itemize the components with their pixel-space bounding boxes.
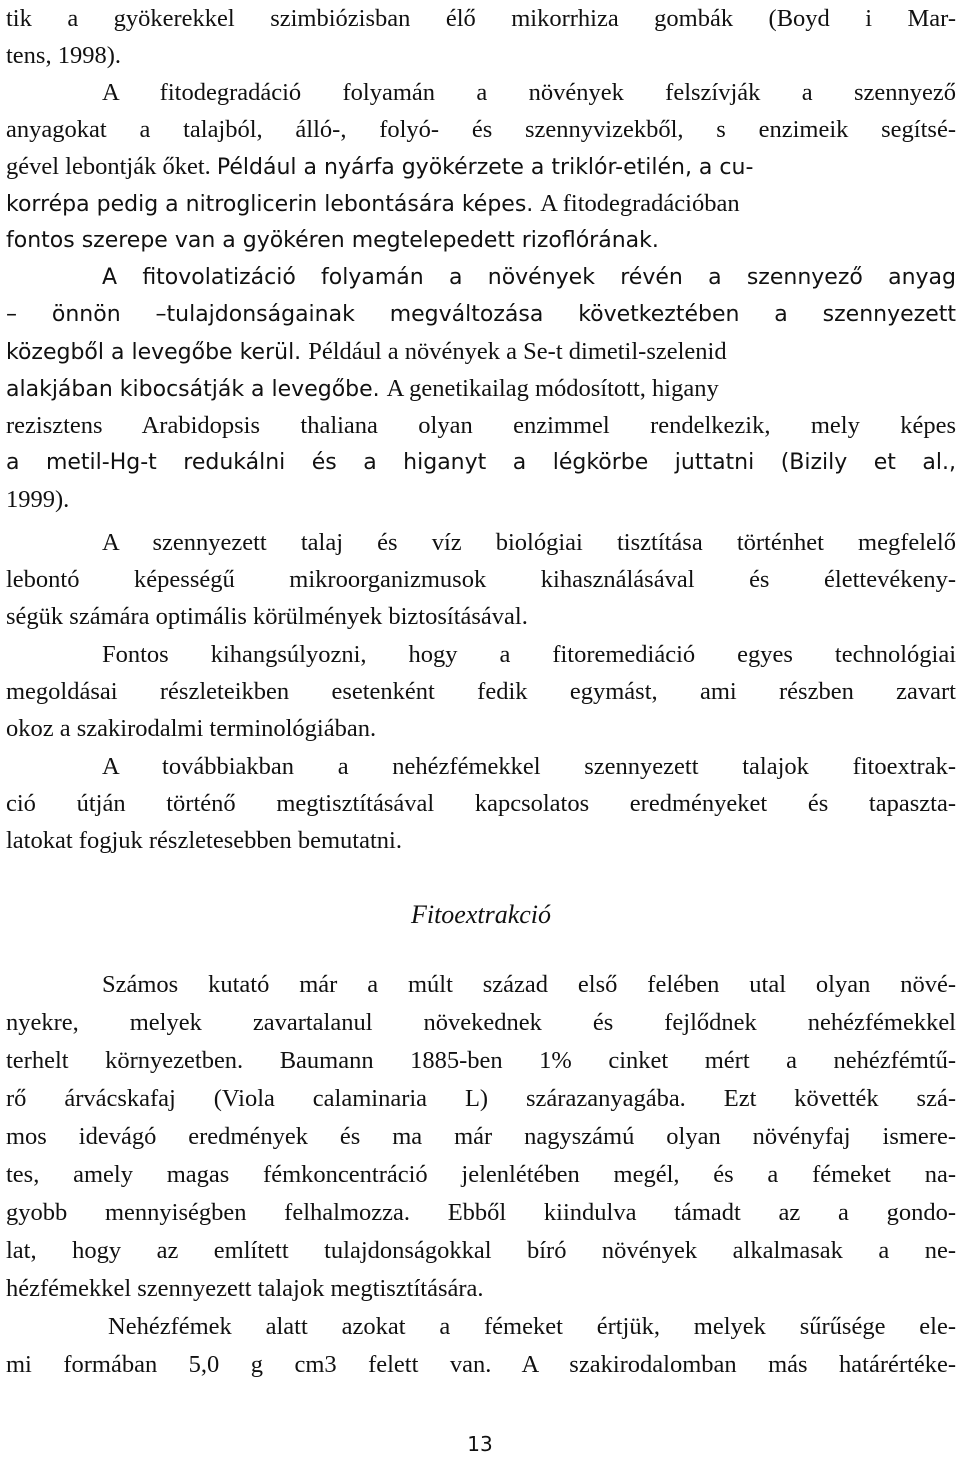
- body-text-line: – önnön –tulajdonságainak megváltozása következtében a szennyezett: [6, 302, 956, 327]
- body-text-line: terhelt környezetben. Baumann 1885-ben 1% cinket mért a nehézfémtű-: [6, 1047, 956, 1074]
- paragraph-first-line: Fontos kihangsúlyozni, hogy a fitoremediáció egyes technológiai: [102, 641, 956, 668]
- body-text-line: [6, 148, 956, 185]
- paragraph-first-line: A fitovolatizáció folyamán a növények révén a szennyező anyag: [102, 265, 956, 290]
- body-text-line: anyagokat a talajból, álló-, folyó- és szennyvizekből, s enzimeik segítsé-: [6, 116, 956, 143]
- body-text-line: lebontó képességű mikroorganizmusok kihasználásával és élettevékeny-: [6, 566, 956, 593]
- body-text-segment: alakjában kibocsátják a levegőbe.: [6, 377, 380, 402]
- body-text-line: lat, hogy az említett tulajdonságokkal bíró növények alkalmasak a ne-: [6, 1237, 956, 1264]
- body-text-line: tik a gyökerekkel szimbiózisban élő mikorrhiza gombák (Boyd i Mar-: [6, 5, 956, 32]
- body-text-line: nyekre, melyek zavartalanul növekednek és fejlődnek nehézfémekkel: [6, 1009, 956, 1036]
- body-text-line: tes, amely magas fémkoncentráció jelenlétében megél, és a fémeket na-: [6, 1161, 956, 1188]
- paragraph-first-line: Számos kutató már a múlt század első felében utal olyan növé-: [102, 971, 956, 998]
- body-text-line: tens, 1998).: [6, 42, 121, 69]
- body-text-line: okoz a szakirodalmi terminológiában.: [6, 715, 377, 742]
- paragraph-first-line: A fitodegradáció folyamán a növények felszívják a szennyező: [102, 79, 956, 106]
- body-text-segment: közegből a levegőbe kerül.: [6, 340, 302, 365]
- body-text-line: mi formában 5,0 g cm3 felett van. A szakirodalomban más határértéke-: [6, 1351, 956, 1378]
- body-text-line: rezisztens Arabidopsis thaliana olyan enzimmel rendelkezik, mely képes: [6, 412, 956, 439]
- section-heading: Fitoextrakció: [410, 900, 552, 929]
- body-text-line: hézfémekkel szennyezett talajok megtisztítására.: [6, 1275, 484, 1302]
- paragraph-first-line: A szennyezett talaj és víz biológiai tisztítása történhet megfelelő: [102, 529, 956, 556]
- page-number: 13: [467, 1432, 493, 1456]
- body-text-segment: gével lebontják őket.: [6, 153, 211, 180]
- body-text-segment: Például a nyárfa gyökérzete a triklór-etilén, a cu-: [216, 155, 754, 180]
- body-text-segment: Például a növények a Se-t dimetil-szelenid: [308, 338, 727, 365]
- paragraph-first-line: Nehézfémek alatt azokat a fémeket értjük, melyek sűrűsége ele-: [108, 1313, 956, 1340]
- paragraph-first-line: A továbbiakban a nehézfémekkel szennyezett talajok fitoextrak-: [102, 753, 956, 780]
- body-text-line: [6, 370, 956, 407]
- body-text-line: ció útján történő megtisztításával kapcsolatos eredményeket és tapaszta-: [6, 790, 956, 817]
- body-text-segment: A genetikailag módosított, higany: [386, 375, 719, 402]
- body-text-line: megoldásai részleteikben esetenként fedik egymást, ami részben zavart: [6, 678, 956, 705]
- body-text-line: a metil-Hg-t redukálni és a higanyt a légkörbe juttatni (Bizily et al.,: [6, 450, 956, 475]
- body-text-line: [6, 333, 956, 370]
- body-text-line: ségük számára optimális körülmények biztosításával.: [6, 603, 528, 630]
- body-text-line: gyobb mennyiségben felhalmozza. Ebből kiindulva támadt az a gondo-: [6, 1199, 956, 1226]
- body-text-segment: korrépa pedig a nitroglicerin lebontására képes.: [6, 192, 534, 217]
- body-text-line: latokat fogjuk részletesebben bemutatni.: [6, 827, 402, 854]
- body-text-line: rő árvácskafaj (Viola calaminaria L) szárazanyagába. Ezt követték szá-: [6, 1085, 956, 1112]
- body-text-line: 1999).: [6, 486, 70, 513]
- body-text-line: fontos szerepe van a gyökéren megtelepedett rizoflórának.: [6, 228, 659, 253]
- body-text-line: [6, 185, 956, 222]
- body-text-line: mos idevágó eredmények és ma már nagyszámú olyan növényfaj ismere-: [6, 1123, 956, 1150]
- body-text-segment: A fitodegradációban: [540, 190, 740, 217]
